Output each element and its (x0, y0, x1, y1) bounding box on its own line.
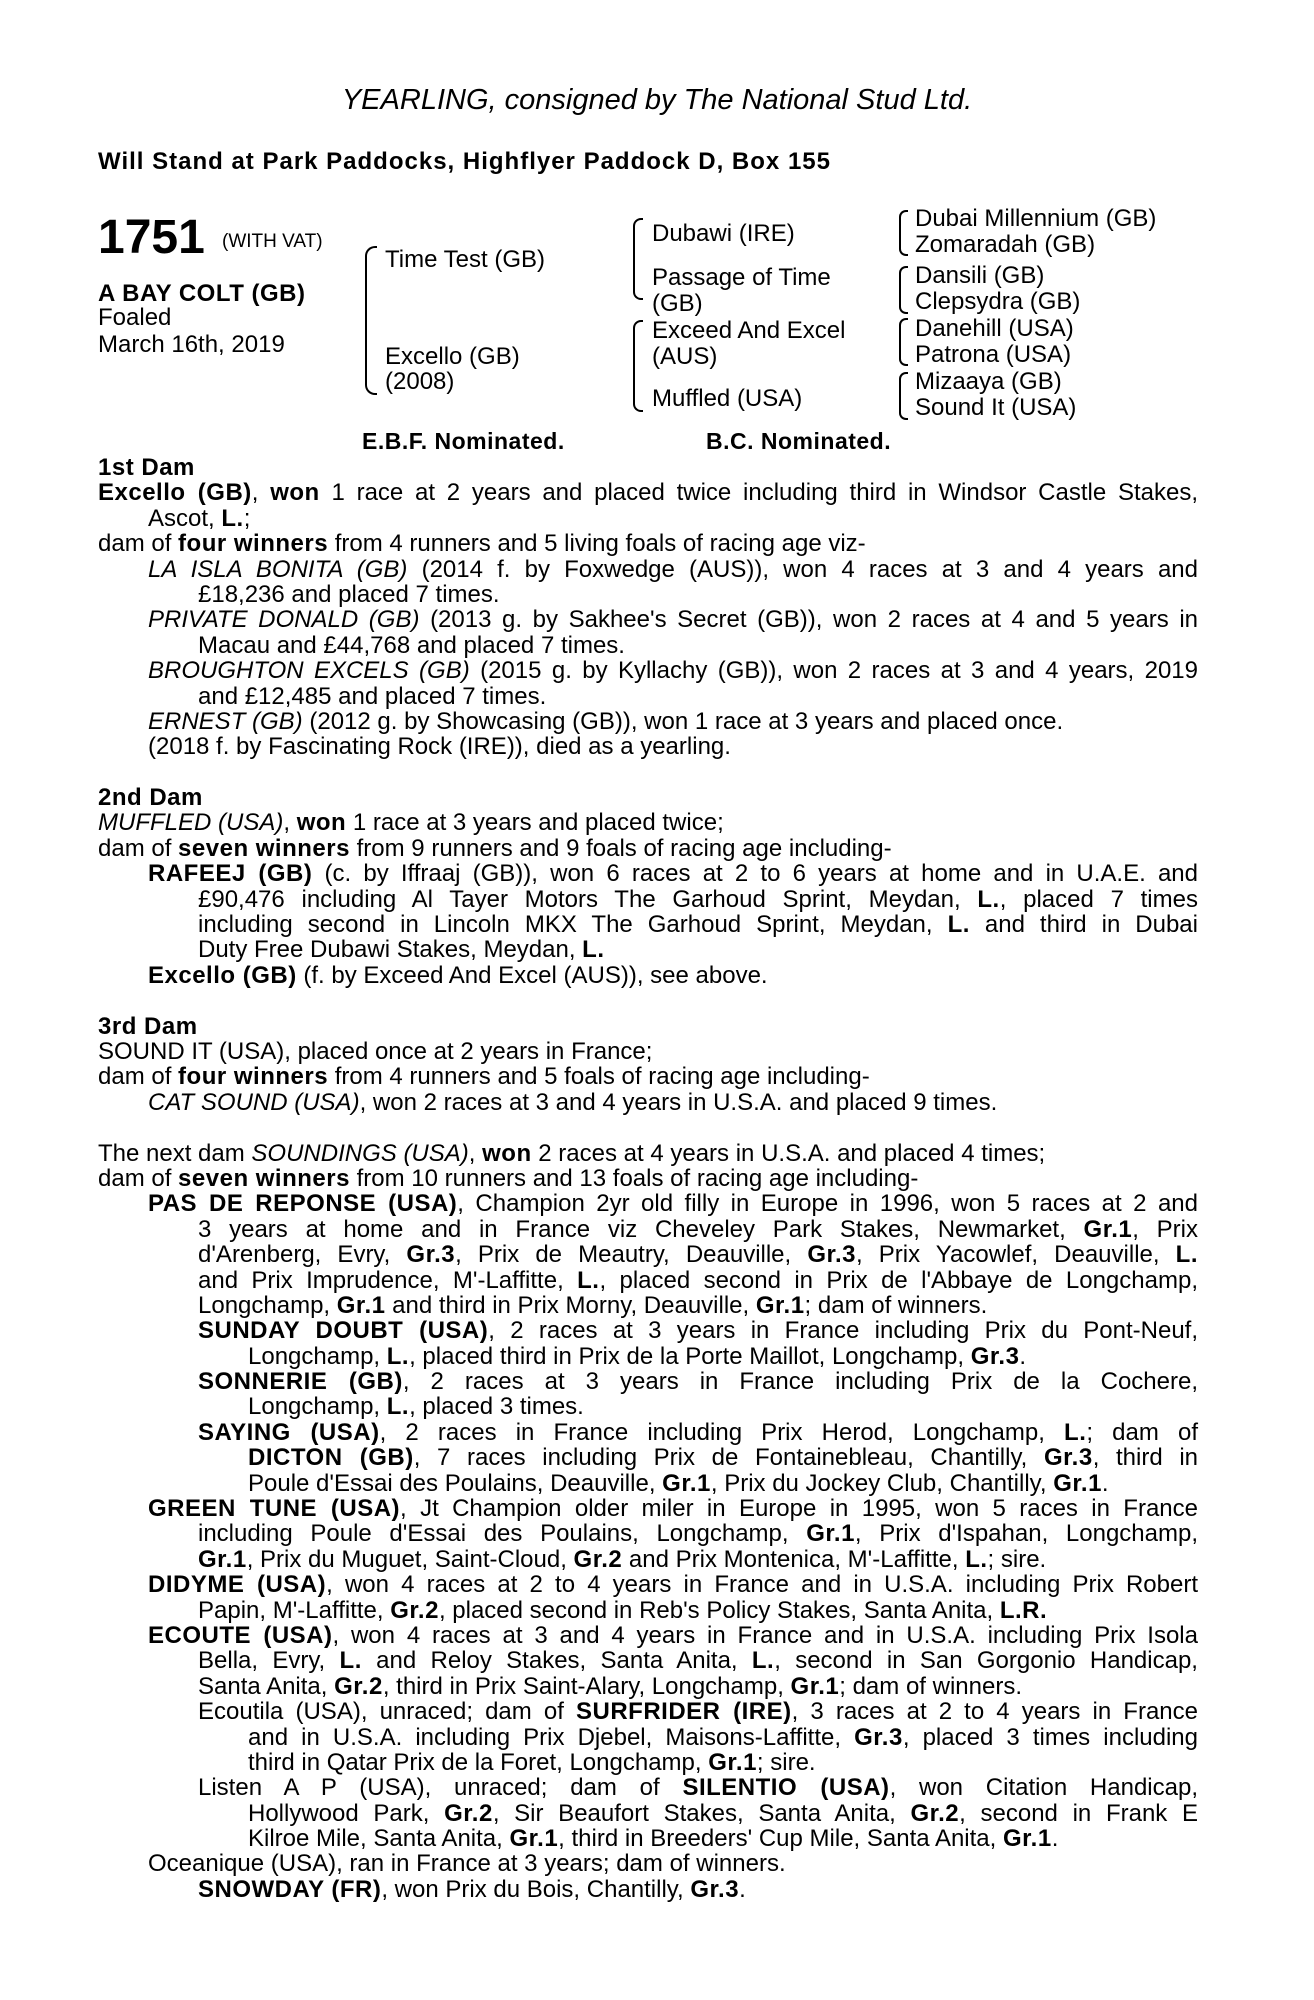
progeny-line: GREEN TUNE (USA), Jt Champion older miler in Europe in 1995, won 5 races in France (148, 1495, 1198, 1523)
progeny-line: Gr.1, Prix du Muguet, Saint-Cloud, Gr.2 and Prix Montenica, M'-Laffitte, L.; sire. (198, 1545, 1047, 1573)
progeny-line: Santa Anita, Gr.2, third in Prix Saint-Alary, Longchamp, Gr.1; dam of winners. (198, 1672, 1022, 1700)
progeny-line: CAT SOUND (USA), won 2 races at 3 and 4 years in U.S.A. and placed 9 times. (148, 1088, 998, 1116)
consignor-line: YEARLING, consigned by The National Stud Ltd. (341, 84, 973, 116)
second-dam-line: dam of seven winners from 9 runners and 9 foals of racing age including- (98, 834, 892, 862)
pedigree-dam: Excello (GB) (385, 343, 520, 370)
progeny-line: Macau and £44,768 and placed 7 times. (198, 631, 625, 659)
sire-dam-brace (365, 246, 377, 395)
progeny-line: including Poule d'Essai des Poulains, Longchamp, Gr.1, Prix d'Ispahan, Longchamp, (198, 1520, 1198, 1548)
progeny-line: Excello (GB) (f. by Exceed And Excel (AUS)), see above. (148, 961, 768, 989)
lot-number: 1751 (98, 211, 205, 264)
progeny-line: Papin, M'-Laffitte, Gr.2, placed second in Reb's Policy Stakes, Santa Anita, L.R. (198, 1596, 1048, 1624)
g-brace-4 (899, 372, 908, 420)
g-brace-3 (899, 318, 908, 366)
foaled-date: March 16th, 2019 (98, 331, 285, 358)
pedigree-g8: Sound It (USA) (915, 394, 1077, 421)
progeny-line: including second in Lincoln MKX The Garhoud Sprint, Meydan, L. and third in Dubai (198, 911, 1198, 939)
second-dam-heading: 2nd Dam (98, 784, 203, 812)
stand-location: Will Stand at Park Paddocks, Highflyer Paddock D, Box 155 (98, 148, 831, 175)
progeny-line: SNOWDAY (FR), won Prix du Bois, Chantilly, Gr.3. (198, 1875, 746, 1903)
first-dam-line: Excello (GB), won 1 race at 2 years and placed twice including third in Windsor Castle Stakes, (98, 479, 1198, 507)
progeny-line: SUNDAY DOUBT (USA), 2 races at 3 years in France including Prix du Pont-Neuf, (198, 1317, 1198, 1345)
progeny-line: and in U.S.A. including Prix Djebel, Maisons-Laffitte, Gr.3, placed 3 times including (248, 1723, 1198, 1751)
progeny-line: Poule d'Essai des Poulains, Deauville, Gr.1, Prix du Jockey Club, Chantilly, Gr.1. (248, 1469, 1109, 1497)
sire-line-brace (633, 218, 643, 300)
progeny-line: Listen A P (USA), unraced; dam of SILENTIO (USA), won Citation Handicap, (198, 1774, 1199, 1802)
progeny-line: Oceanique (USA), ran in France at 3 years; dam of winners. (148, 1850, 786, 1878)
first-dam-line: Ascot, L.; (148, 504, 251, 532)
pedigree-notes (98, 455, 1198, 1902)
pedigree-g7: Mizaaya (GB) (915, 368, 1062, 395)
pedigree-g5: Danehill (USA) (915, 315, 1074, 342)
pedigree-sire-dam: Passage of Time (652, 264, 831, 291)
next-dam-line: dam of seven winners from 10 runners and 13 foals of racing age including- (98, 1164, 919, 1192)
progeny-line: ECOUTE (USA), won 4 races at 3 and 4 years in France and in U.S.A. including Prix Isola (148, 1621, 1198, 1649)
progeny-line: Longchamp, L., placed 3 times. (248, 1393, 584, 1421)
lot-title: A BAY COLT (GB) (98, 280, 306, 307)
progeny-line: LA ISLA BONITA (GB) (2014 f. by Foxwedge (AUS)), won 4 races at 3 and 4 years and (148, 555, 1198, 583)
third-dam-line: SOUND IT (USA), placed once at 2 years in France; (98, 1037, 653, 1065)
progeny-line: d'Arenberg, Evry, Gr.3, Prix de Meautry, Deauville, Gr.3, Prix Yacowlef, Deauville, L. (198, 1241, 1198, 1269)
progeny-line: and Prix Imprudence, M'-Laffitte, L., placed second in Prix de l'Abbaye de Longchamp, (198, 1266, 1198, 1294)
pedigree-sire-sire: Dubawi (IRE) (652, 220, 795, 247)
pedigree-g3: Dansili (GB) (915, 262, 1045, 289)
foaled-label: Foaled (98, 304, 172, 331)
progeny-line: SONNERIE (GB), 2 races at 3 years in France including Prix de la Cochere, (198, 1368, 1198, 1396)
pedigree-g1: Dubai Millennium (GB) (915, 205, 1157, 232)
progeny-line: Kilroe Mile, Santa Anita, Gr.1, third in Breeders' Cup Mile, Santa Anita, Gr.1. (248, 1825, 1059, 1853)
dam-line-brace (633, 320, 643, 412)
progeny-line: Hollywood Park, Gr.2, Sir Beaufort Stakes, Santa Anita, Gr.2, second in Frank E (248, 1799, 1198, 1827)
pedigree-g6: Patrona (USA) (915, 341, 1072, 368)
progeny-line: and £12,485 and placed 7 times. (198, 682, 547, 710)
first-dam-heading: 1st Dam (98, 454, 195, 481)
progeny-line: PRIVATE DONALD (GB) (2013 g. by Sakhee's Secret (GB)), won 2 races at 4 and 5 years in (148, 606, 1198, 634)
progeny-line: RAFEEJ (GB) (c. by Iffraaj (GB)), won 6 races at 2 to 6 years at home and in U.A.E. and (148, 860, 1198, 888)
progeny-line: (2018 f. by Fascinating Rock (IRE)), died as a yearling. (148, 733, 731, 761)
progeny-line: Longchamp, L., placed third in Prix de la Porte Maillot, Longchamp, Gr.3. (248, 1342, 1027, 1370)
progeny-line: BROUGHTON EXCELS (GB) (2015 g. by Kyllachy (GB)), won 2 races at 3 and 4 years, 2019 (148, 657, 1198, 685)
progeny-line: ERNEST (GB) (2012 g. by Showcasing (GB)), won 1 race at 3 years and placed once. (148, 707, 1064, 735)
vat-note: (WITH VAT) (222, 231, 323, 252)
third-dam-heading: 3rd Dam (98, 1012, 198, 1040)
next-dam-line: The next dam SOUNDINGS (USA), won 2 races at 4 years in U.S.A. and placed 4 times; (98, 1139, 1046, 1167)
pedigree-dam-sire: Exceed And Excel (652, 317, 846, 344)
progeny-line: £90,476 including Al Tayer Motors The Garhoud Sprint, Meydan, L., placed 7 times (198, 885, 1198, 913)
first-dam-line: dam of four winners from 4 runners and 5 living foals of racing age viz- (98, 530, 866, 558)
progeny-line: Longchamp, Gr.1 and third in Prix Morny, Deauville, Gr.1; dam of winners. (198, 1291, 988, 1319)
progeny-line: DIDYME (USA), won 4 races at 2 to 4 years in France and in U.S.A. including Prix Robert (148, 1571, 1198, 1599)
pedigree-g4: Clepsydra (GB) (915, 288, 1081, 315)
pedigree-sire: Time Test (GB) (385, 246, 546, 273)
progeny-line: Bella, Evry, L. and Reloy Stakes, Santa Anita, L., second in San Gorgonio Handicap, (198, 1647, 1198, 1675)
pedigree-dam-dam: Muffled (USA) (652, 385, 803, 412)
progeny-line: Ecoutila (USA), unraced; dam of SURFRIDER (IRE), 3 races at 2 to 4 years in France (198, 1698, 1199, 1726)
progeny-line: DICTON (GB), 7 races including Prix de Fontainebleau, Chantilly, Gr.3, third in (248, 1444, 1198, 1472)
g-brace-1 (899, 210, 908, 256)
pedigree-dam-sire-country: (AUS) (652, 343, 718, 370)
pedigree-dam-year: (2008) (385, 368, 455, 395)
bc-nominated: B.C. Nominated. (706, 428, 892, 454)
progeny-line: Duty Free Dubawi Stakes, Meydan, L. (198, 936, 605, 964)
progeny-line: third in Qatar Prix de la Foret, Longchamp, Gr.1; sire. (248, 1748, 816, 1776)
second-dam-line: MUFFLED (USA), won 1 race at 3 years and placed twice; (98, 809, 724, 837)
progeny-line: PAS DE REPONSE (USA), Champion 2yr old filly in Europe in 1996, won 5 races at 2 and (148, 1190, 1198, 1218)
progeny-line: SAYING (USA), 2 races in France including Prix Herod, Longchamp, L.; dam of (198, 1418, 1198, 1446)
progeny-line: 3 years at home and in France viz Cheveley Park Stakes, Newmarket, Gr.1, Prix (198, 1215, 1199, 1243)
ebf-nominated: E.B.F. Nominated. (362, 428, 565, 454)
pedigree-sire-dam-country: (GB) (652, 290, 703, 317)
pedigree-g2: Zomaradah (GB) (915, 231, 1096, 258)
third-dam-line: dam of four winners from 4 runners and 5 foals of racing age including- (98, 1063, 870, 1091)
progeny-line: £18,236 and placed 7 times. (198, 580, 500, 608)
g-brace-2 (899, 266, 908, 314)
